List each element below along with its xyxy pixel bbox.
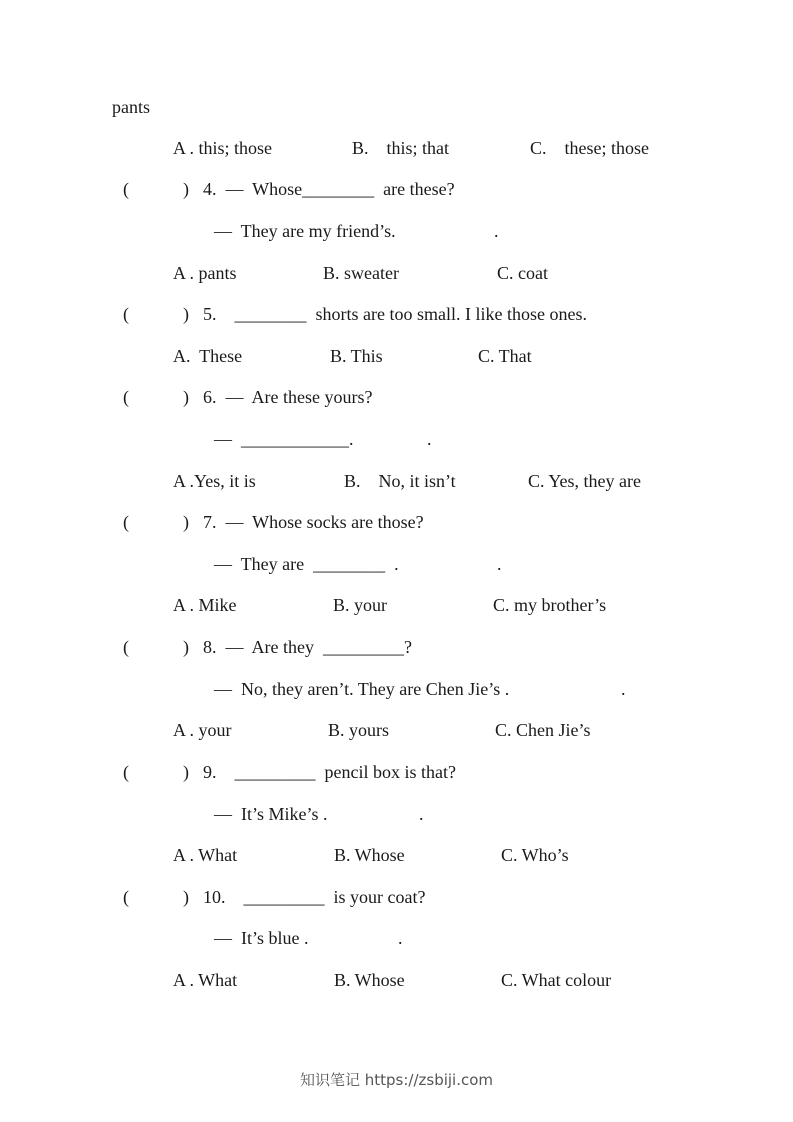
q4-prompt: 4. — Whose________ are these?	[203, 179, 455, 199]
q7-option-a: A . Mike	[173, 595, 237, 615]
q7-option-b: B. your	[333, 595, 387, 615]
q6-option-c: C. Yes, they are	[528, 471, 641, 491]
q9-answer-line: — It’s Mike’s .	[214, 804, 328, 824]
q6-option-b: B. No, it isn’t	[344, 471, 456, 491]
q8-prompt: 8. — Are they _________?	[203, 637, 412, 657]
q4-answer-paren: ( )	[123, 179, 189, 199]
q6-answer-dot: .	[427, 429, 432, 449]
q7-answer-paren: ( )	[123, 512, 189, 532]
q9-option-c: C. Who’s	[501, 845, 569, 865]
q6-answer-paren: ( )	[123, 387, 189, 407]
q10-option-b: B. Whose	[334, 970, 405, 990]
q10-answer-paren: ( )	[123, 887, 189, 907]
q4-option-b: B. sweater	[323, 263, 399, 283]
page-footer: 知识笔记 https://zsbiji.com	[299, 1071, 494, 1089]
q9-option-b: B. Whose	[334, 845, 405, 865]
q10-prompt: 10. _________ is your coat?	[203, 887, 426, 907]
q4-option-c: C. coat	[497, 263, 548, 283]
q8-option-a: A . your	[173, 720, 232, 740]
q5-answer-paren: ( )	[123, 304, 189, 324]
q5-option-a: A. These	[173, 346, 243, 366]
q5-option-b: B. This	[330, 346, 383, 366]
q6-prompt: 6. — Are these yours?	[203, 387, 373, 407]
q7-answer-dot: .	[497, 554, 502, 574]
q5-option-c: C. That	[478, 346, 532, 366]
q4-answer-line: — They are my friend’s.	[214, 221, 396, 241]
q3-option-c: C. these; those	[530, 138, 649, 158]
q7-answer-line: — They are ________ .	[214, 554, 399, 574]
q7-option-c: C. my brother’s	[493, 595, 607, 615]
q8-answer-dot: .	[621, 679, 626, 699]
q6-option-a: A .Yes, it is	[173, 471, 256, 491]
q8-option-c: C. Chen Jie’s	[495, 720, 591, 740]
q10-option-a: A . What	[173, 970, 238, 990]
q3-option-b: B. this; that	[352, 138, 450, 158]
q8-option-b: B. yours	[328, 720, 390, 740]
q5-prompt: 5. ________ shorts are too small. I like those ones.	[203, 304, 587, 324]
q9-option-a: A . What	[173, 845, 238, 865]
q3-continuation: pants	[112, 97, 150, 117]
q10-answer-dot: .	[398, 928, 403, 948]
q6-answer-line: — ____________.	[214, 429, 354, 449]
q8-answer-line: — No, they aren’t. They are Chen Jie’s .	[214, 679, 510, 699]
q4-option-a: A . pants	[173, 263, 237, 283]
q10-option-c: C. What colour	[501, 970, 612, 990]
q10-answer-line: — It’s blue .	[214, 928, 309, 948]
q4-answer-dot: .	[494, 221, 499, 241]
q9-prompt: 9. _________ pencil box is that?	[203, 762, 456, 782]
q7-prompt: 7. — Whose socks are those?	[203, 512, 424, 532]
q8-answer-paren: ( )	[123, 637, 189, 657]
q9-answer-dot: .	[419, 804, 424, 824]
q9-answer-paren: ( )	[123, 762, 189, 782]
q3-option-a: A . this; those	[173, 138, 273, 158]
